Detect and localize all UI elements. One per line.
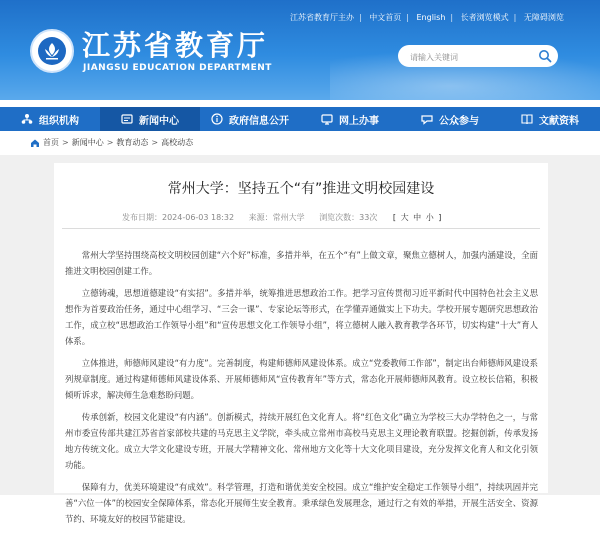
search-icon[interactable]	[538, 49, 552, 63]
nav-org[interactable]	[0, 107, 100, 131]
org-icon	[21, 113, 33, 125]
paragraph: 常州大学坚持围绕高校文明校园创建“六个好”标准，多措并举，在五个“有”上做文章，聚焦立德树人，加强内涵建设，全面推进文明校园创建工作。	[65, 250, 538, 276]
english-link[interactable]: English	[416, 13, 446, 22]
font-small-button[interactable]: 小	[425, 213, 434, 222]
info-icon	[211, 113, 223, 125]
article-title: 常州大学：坚持五个“有”推进文明校园建设	[167, 181, 435, 197]
nav-public[interactable]	[400, 107, 500, 131]
nav-label: 政府信息公开	[229, 115, 289, 127]
emblem-icon	[42, 41, 62, 61]
nav-label: 新闻中心	[139, 115, 179, 127]
site-title-en: JIANGSU EDUCATION DEPARTMENT	[83, 63, 272, 73]
nav-info[interactable]	[200, 107, 300, 131]
article	[54, 163, 548, 524]
site-header	[0, 0, 600, 100]
book-icon	[521, 113, 533, 125]
breadcrumb-edu[interactable]: 教育动态	[116, 138, 149, 147]
nav-label: 网上办事	[339, 115, 379, 127]
title-divider	[62, 228, 540, 229]
site-title: 江苏省教育厅	[82, 29, 269, 62]
site-logo[interactable]	[30, 29, 74, 73]
nav-docs[interactable]	[500, 107, 600, 131]
home-cn-link[interactable]: 中文首页	[369, 13, 402, 22]
main-nav	[0, 107, 600, 131]
paragraph: 立体推进，师德师风建设“有力度”。完善制度，构建师德师风建设体系。成立“党委教师工作部”，制定出台师德师风建设系列规章制度。通过构建师德师风建设体系、开展师德师风“宣传教育年”等方式，常态化开展师德师风教育。设立校长信箱，积极倾听诉求，解决师生急难愁盼问题。	[65, 358, 538, 400]
chevron-right-icon: >	[106, 138, 114, 147]
nav-label: 公众参与	[439, 115, 479, 127]
nav-service[interactable]	[300, 107, 400, 131]
breadcrumb-news[interactable]: 新闻中心	[71, 138, 104, 147]
breadcrumb-college[interactable]: 高校动态	[161, 138, 194, 147]
font-medium-button[interactable]: 中	[413, 213, 422, 222]
chevron-right-icon: >	[151, 138, 159, 147]
font-size-control: [ 大 中 小 ]	[392, 213, 442, 222]
news-icon	[121, 113, 133, 125]
font-large-button[interactable]: 大	[400, 213, 409, 222]
host-text: 江苏省教育厅主办	[290, 13, 354, 22]
search-input[interactable]	[408, 48, 532, 66]
view-count: 浏览次数：33次	[319, 213, 378, 222]
article-body	[65, 247, 538, 533]
home-icon	[30, 138, 40, 148]
nav-label: 文献资料	[539, 115, 579, 127]
article-source: 来源：常州大学	[248, 213, 305, 222]
service-icon	[321, 113, 333, 125]
nav-news[interactable]	[100, 107, 200, 131]
breadcrumb-home[interactable]: 首页	[43, 138, 59, 147]
chevron-right-icon: >	[62, 138, 69, 147]
paragraph: 传承创新，校园文化建设“有内涵”。创新模式，持续开展红色文化育人。将“红色文化”确立为学校三大办学特色之一，与常州市委宣传部共建江苏省首家部校共建的马克思主义学院，牵头成立常州市高校马克思主义理论教育联盟。挖掘创新，传承发扬地方传统文化。成立大学文化建设专班，开展大学精神文化、常州地方文化等十大文化项目建设，充分发挥文化育人和文化引领功能。	[65, 412, 538, 470]
search-box	[398, 45, 558, 67]
nav-label: 组织机构	[39, 115, 79, 127]
accessibility-link[interactable]: 无障碍浏览	[523, 13, 564, 22]
publish-date: 发布日期：2024-06-03 18:32	[122, 213, 235, 222]
paragraph: 立德铸魂，思想道德建设“有实招”。多措并举，统筹推进思想政治工作。把学习宣传贯彻习近平新时代中国特色社会主义思想作为首要政治任务，通过中心组学习、“三会一课”、专家论坛等形式，在学懂弄通做实上下功夫。学校开展专题研究思想政治工作，成立校“思想政治工作领导小组”和“宣传思想文化工作领导小组”，将立德树人融入教育教学各环节，切实构建“十大”育人体系。	[65, 288, 538, 346]
breadcrumb	[30, 137, 193, 148]
paragraph: 保障有力，优美环境建设“有成效”。科学管理，打造和谐优美安全校园。成立“维护安全稳定工作领导小组”，持续巩固并完善“六位一体”的校园安全保障体系，常态化开展师生安全教育。秉承绿色发展理念，通过行之有效的举措，开展生活安全、资源节约、环境友好的校园节能建设。	[65, 482, 538, 524]
top-links: 江苏省教育厅主办 | 中文首页 | English | 长者浏览模式 | 无障碍浏览	[290, 13, 564, 22]
article-meta	[122, 212, 442, 223]
public-icon	[421, 113, 433, 125]
elder-mode-link[interactable]: 长者浏览模式	[460, 13, 509, 22]
